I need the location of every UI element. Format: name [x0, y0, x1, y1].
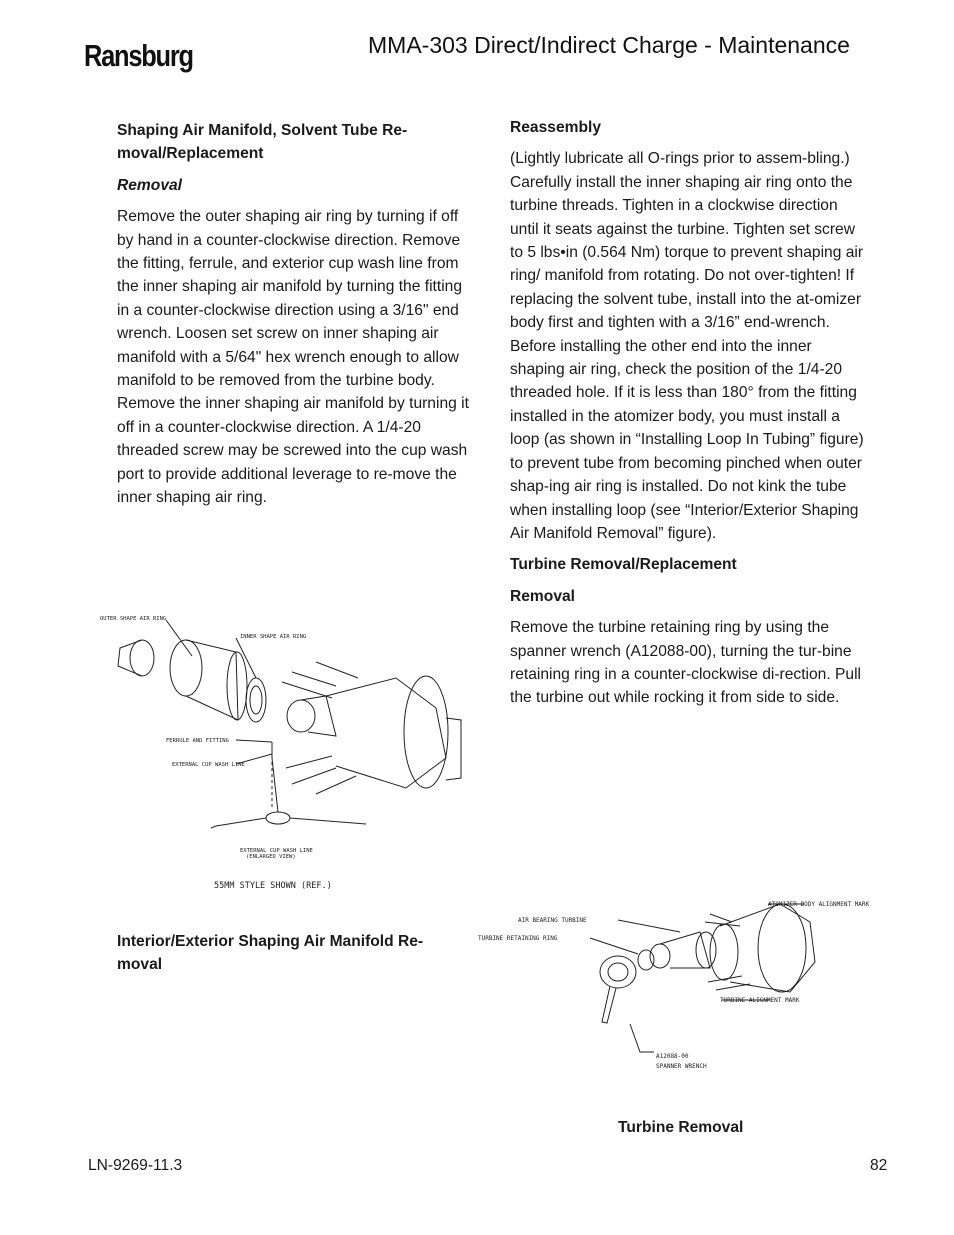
shaping-air-manifold-figure [96, 608, 476, 900]
left-column [117, 119, 477, 518]
section-heading-shaping-air: Shaping Air Manifold, Solvent Tube Re-moval/Replacement [117, 122, 408, 163]
label-cup-wash: EXTERNAL CUP WASH LINE [172, 762, 245, 768]
label-turbine-alignment: TURBINE ALIGNMENT MARK [720, 997, 800, 1004]
label-enlarged-1: EXTERNAL CUP WASH LINE [240, 848, 313, 854]
label-air-bearing: AIR BEARING TURBINE [518, 917, 587, 924]
right-column [510, 116, 870, 718]
label-outer-ring: OUTER SHAPE AIR RING [100, 616, 167, 622]
subheading-reassembly: Reassembly [510, 119, 602, 136]
label-inner-ring: INNER SHAPE AIR RING [240, 634, 307, 640]
label-body-alignment: ATOMIZER BODY ALIGNMENT MARK [768, 901, 870, 908]
brand-logo: Ransburg [84, 38, 193, 73]
label-ferrule: FERRULE AND FITTING [166, 738, 229, 744]
subheading-removal: Removal [117, 176, 183, 194]
section-heading-turbine: Turbine Removal/Replacement [510, 556, 737, 574]
reassembly-paragraph: (Lightly lubricate all O-rings prior to assem-bling.) Carefully install the inner shaping air ring onto the turbine threads. Tighten in a clockwise direction until it seats against the turbine. Tighten set screw to 5 lbs•in (0.564 Nm) torque to prevent shaping air ring/ manifold from rotating. Do not over-tighten! If replacing the solvent tube, install into the at-omizer body first and tighten with a 3/16” end-wrench. Before installing the other end into the inner shaping air ring, check the position of the 1/4-20 threaded hole. If it is less than 180° from the fitting installed in the atomizer body, you must install a loop (as shown in “Installing Loop In Tubing” figure) to prevent tube from becoming pinched when outer shap-ing air ring is installed. Do not kink the tube when installing loop (see “Interior/Exterior Shaping Air Manifold Removal” figure). [510, 150, 864, 542]
figure-caption-turbine: Turbine Removal [618, 1119, 744, 1136]
label-reference: 55MM STYLE SHOWN (REF.) [214, 881, 332, 891]
label-retaining-ring: TURBINE RETAINING RING [478, 935, 558, 942]
removal-paragraph: Remove the outer shaping air ring by turning if off by hand in a counter-clockwise direction. Remove the fitting, ferrule, and exterior cup wash line from the inner shaping air manifold by turning the fitting in a counter-clockwise direction using a 3/16" end wrench. Loosen set screw on inner shaping air manifold with a 5/64" hex wrench enough to allow manifold to be removed from the turbine body. Remove the inner shaping air manifold by turning it off in a counter-clockwise direction. A 1/4-20 threaded screw may be screwed into the cup wash port to provide additional leverage to re-move the inner shaping air ring. [117, 208, 469, 507]
label-wrench-name: SPANNER WRENCH [656, 1063, 707, 1070]
figure-caption-shaping-air: Interior/Exterior Shaping Air Manifold Re-moval [117, 933, 424, 974]
page-header-title: MMA-303 Direct/Indirect Charge - Maintenance [368, 32, 850, 58]
label-wrench-part: A12088-00 [656, 1053, 689, 1060]
label-enlarged-2: (ENLARGED VIEW) [246, 854, 296, 860]
turbine-removal-figure [470, 892, 930, 1082]
turbine-removal-paragraph: Remove the turbine retaining ring by using the spanner wrench (A12088-00), turning the tur-bine retaining ring in a counter-clockwise di-rection. Pull the turbine out while rocking it from side to side. [510, 619, 862, 707]
subheading-turbine-removal: Removal [510, 587, 576, 605]
footer-doc-number: LN-9269-11.3 [88, 1157, 183, 1174]
footer-page-number: 82 [870, 1157, 888, 1174]
